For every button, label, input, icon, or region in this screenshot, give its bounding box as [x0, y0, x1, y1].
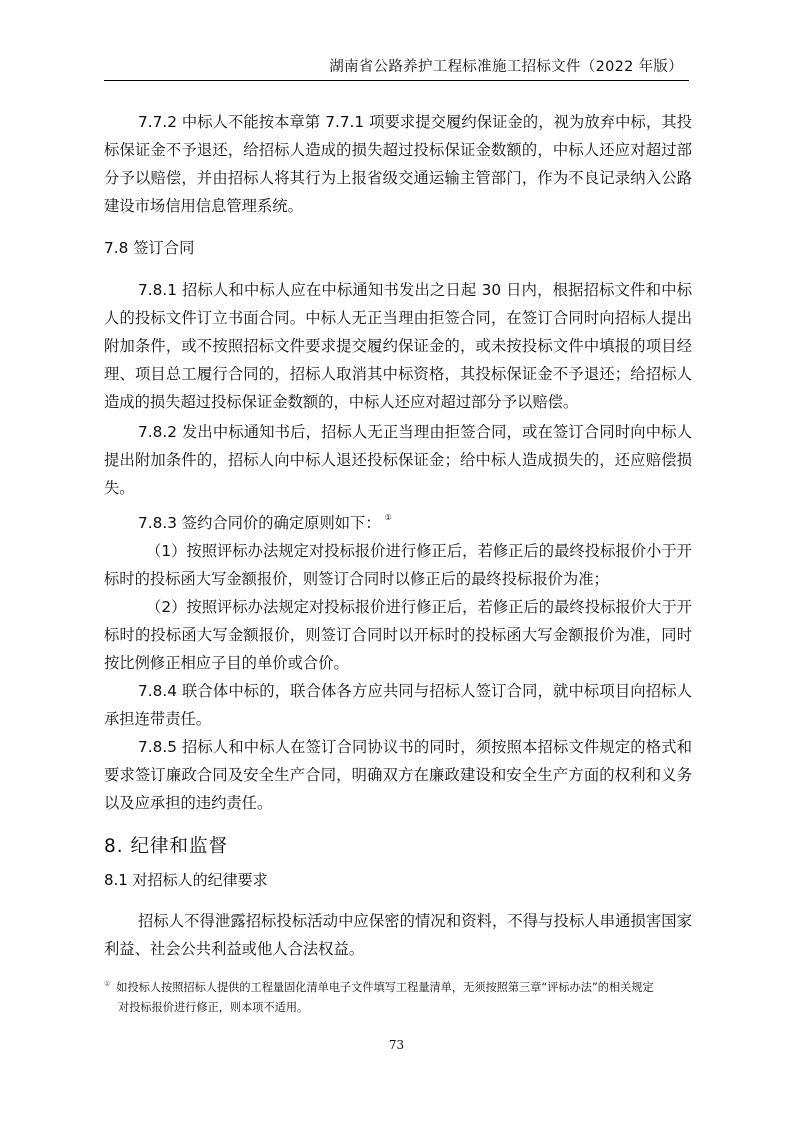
paragraph-7-8-2: 7.8.2 发出中标通知书后，招标人无正当理由拒签合同，或在签订合同时向中标人提出附加条件的，招标人向中标人退还投标保证金；给中标人造成损失的，还应赔偿损失。: [104, 423, 692, 497]
heading-8: 8. 纪律和监督: [104, 836, 229, 857]
document-title: 湖南省公路养护工程标准施工招标文件（2022 年版）: [329, 59, 683, 75]
page-number: 73: [388, 1038, 405, 1052]
heading-8-1: 8.1 对招标人的纪律要求: [104, 871, 268, 889]
paragraph-7-8-5: 7.8.5 招标人和中标人在签订合同协议书的同时，须按照本招标文件规定的格式和要求签订廉政合同及安全生产合同，明确双方在廉政建设和安全生产方面的权利和义务以及应承担的违约责任。: [104, 738, 692, 812]
running-header: [104, 54, 689, 81]
paragraph-7-8-3-item-2: （2）按照评标办法规定对投标报价进行修正后，若修正后的最终投标报价大于开标时的投标函大写金额报价，则签订合同时以开标时的投标函大写金额报价为准，同时按比例修正相应子目的单价或合价。: [104, 598, 692, 672]
footnote-reference-mark: ①: [384, 513, 392, 522]
body-text: [104, 108, 692, 963]
paragraph-7-8-3: [104, 504, 692, 537]
heading-7-8: 7.8 签订合同: [104, 239, 195, 257]
paragraph-7-8-4: 7.8.4 联合体中标的，联合体各方应共同与招标人签订合同，就中标项目向招标人承担连带责任。: [104, 682, 692, 728]
paragraph-7-8-3-text: 7.8.3 签约合同价的确定原则如下：: [138, 514, 381, 532]
paragraph-7-8-1: 7.8.1 招标人和中标人应在中标通知书发出之日起 30 日内，根据招标文件和中标人的投标文件订立书面合同。中标人无正当理由拒签合同，在签订合同时向招标人提出附加条件，或不按照招标文件要求提交履约保证金的，或未按投标文件中填报的项目经理、项目总工履行合同的，招标人取消其中标资格，其投标保证金不予退还；给招标人造成的损失超过投标保证金数额的，中标人还应对超过部分予以赔偿。: [104, 281, 692, 411]
paragraph-8-1: 招标人不得泄露招标投标活动中应保密的情况和资料，不得与投标人串通损害国家利益、社会公共利益或他人合法权益。: [104, 912, 692, 958]
paragraph-7-8-3-item-1: （1）按照评标办法规定对投标报价进行修正后，若修正后的最终投标报价小于开标时的投标函大写金额报价，则签订合同时以修正后的最终投标报价为准；: [104, 542, 692, 588]
paragraph-7-7-2: 7.7.2 中标人不能按本章第 7.7.1 项要求提交履约保证金的，视为放弃中标，其投标保证金不予退还，给招标人造成的损失超过投标保证金数额的，中标人还应对超过部分予以赔偿，并由招标人将其行为上报省级交通运输主管部门，作为不良记录纳入公路建设市场信用信息管理系统。: [104, 113, 692, 215]
footnote-line-2: 对投标报价进行修正，则本项不适用。: [118, 1001, 309, 1014]
footnote-line-1: 如投标人按照招标人提供的工程量固化清单电子文件填写工程量清单，无须按照第三章“评标办法”的相关规定: [116, 981, 654, 994]
footnote-mark: ①: [104, 980, 111, 988]
footnote: [104, 974, 694, 1018]
